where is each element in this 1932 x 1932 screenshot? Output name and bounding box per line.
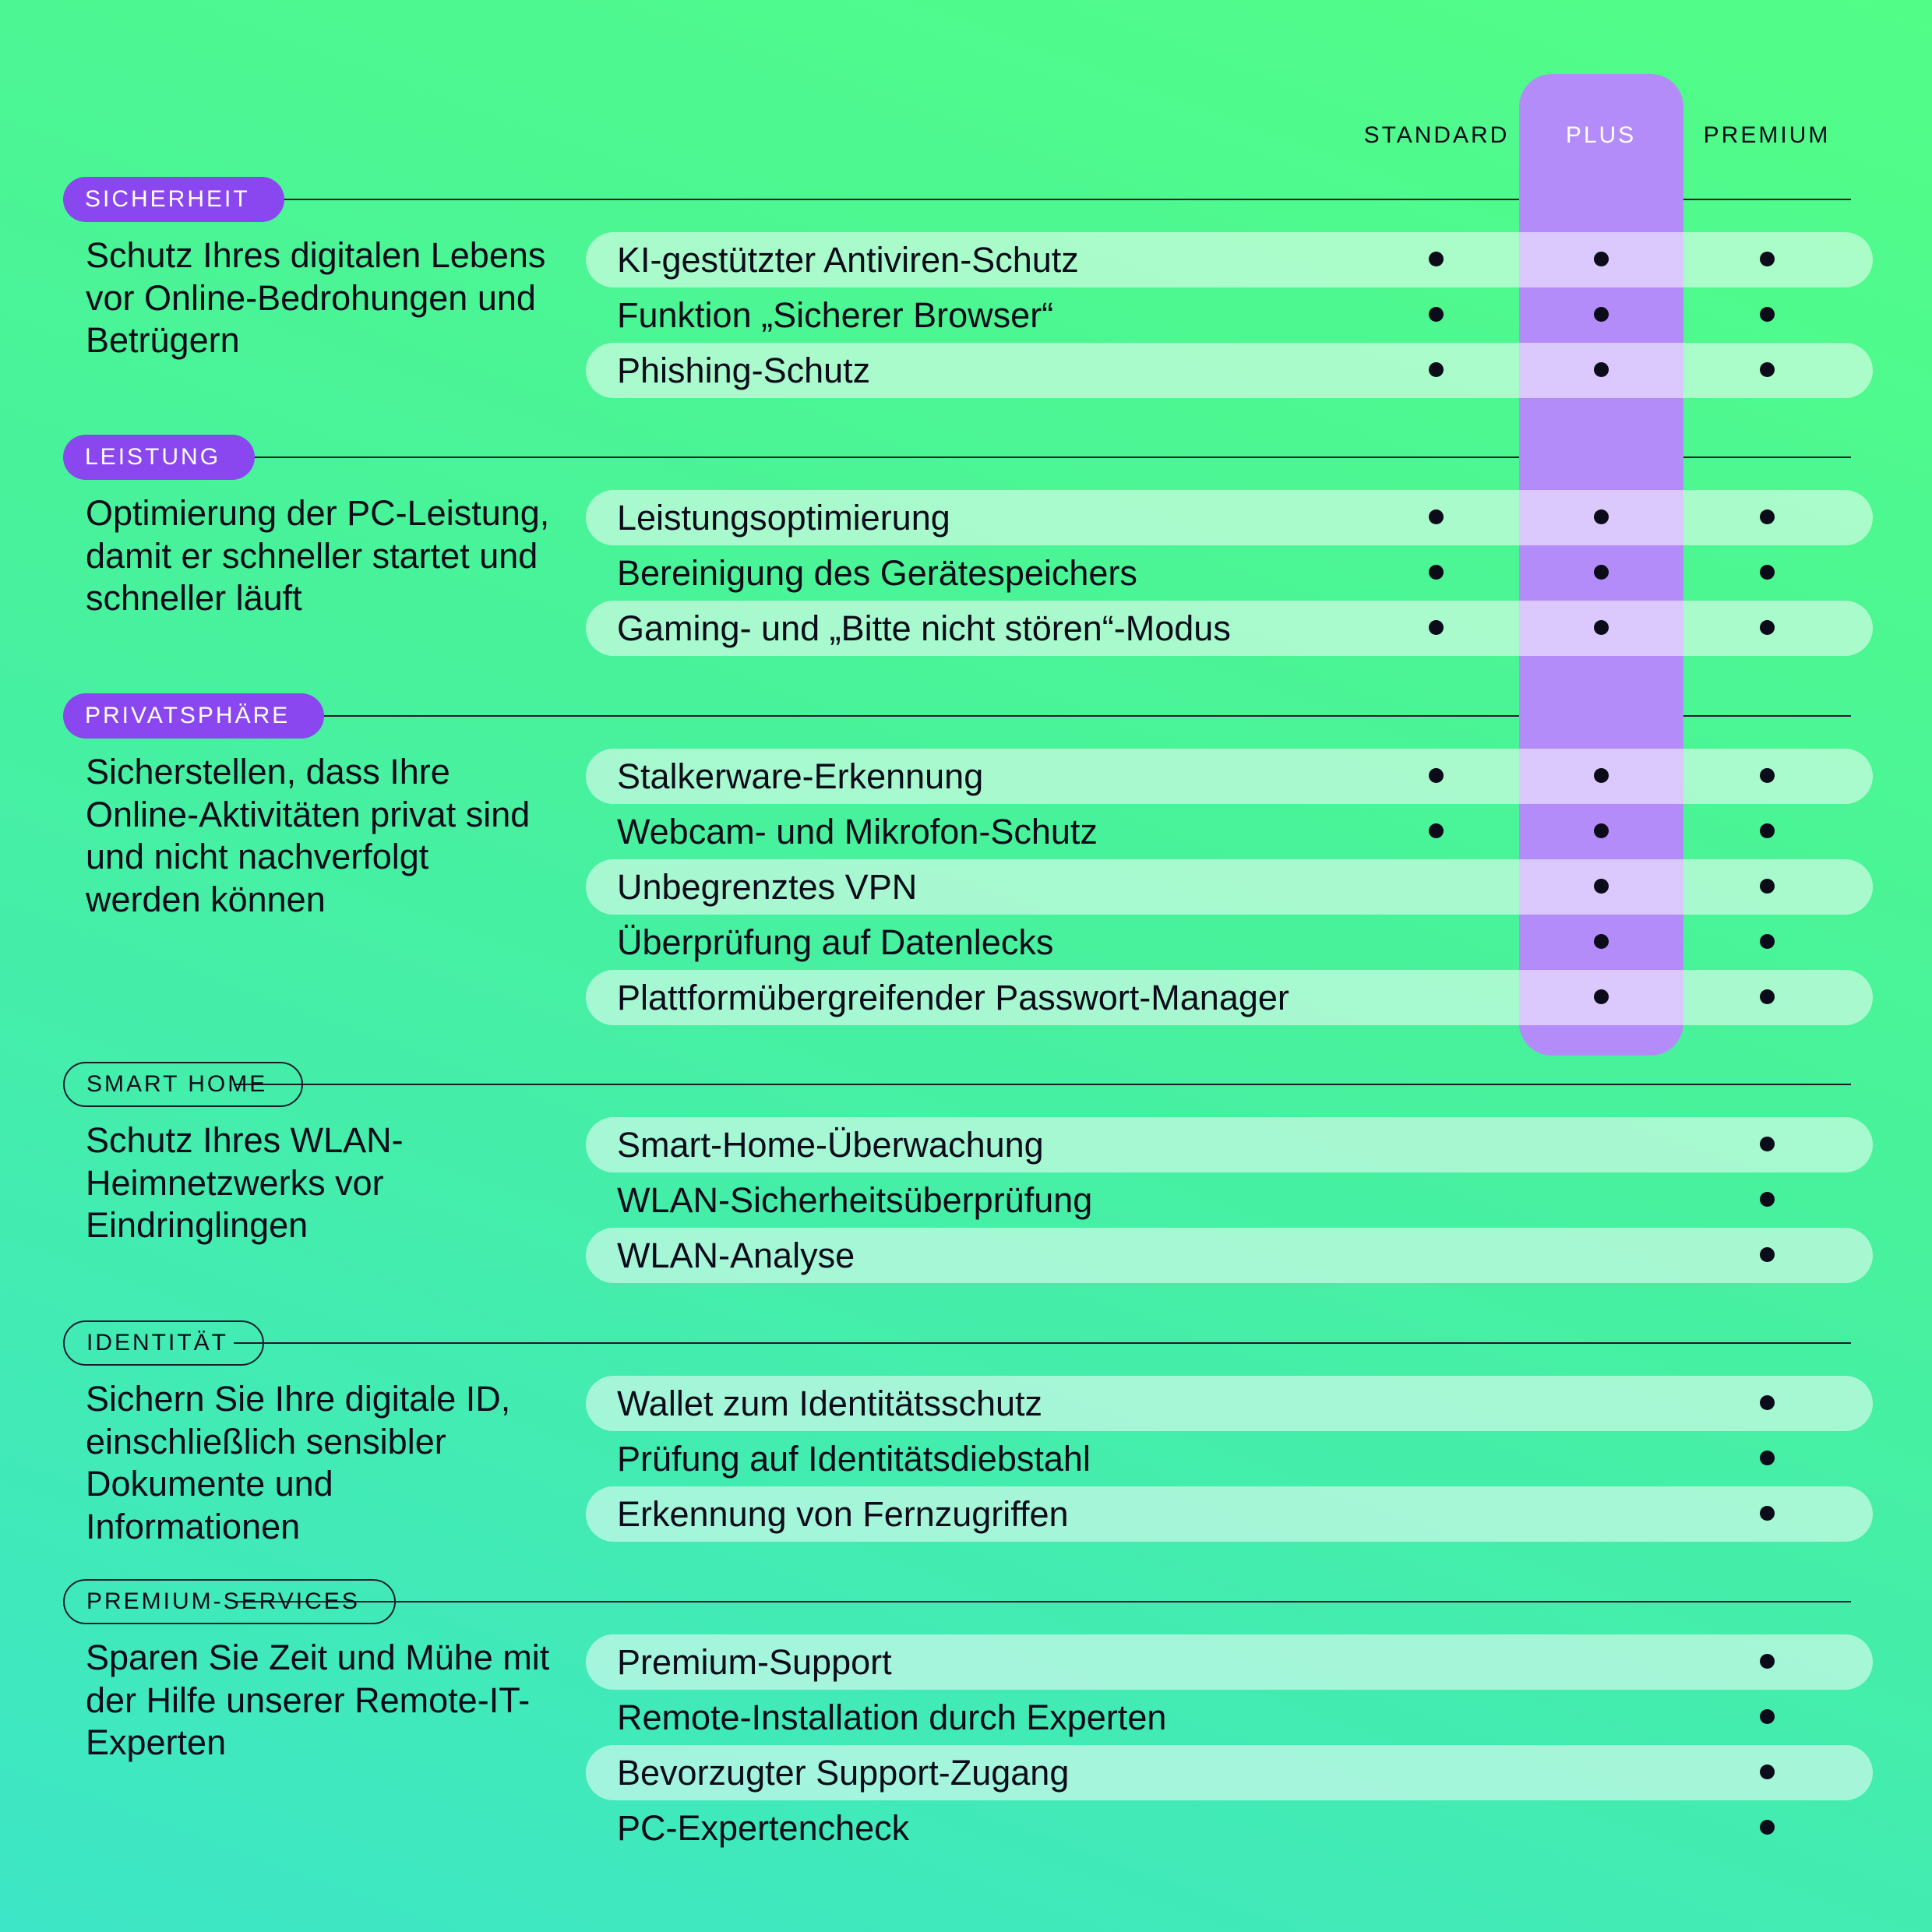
feature-label: Prüfung auf Identitätsdiebstahl bbox=[617, 1439, 1091, 1479]
check-dot-plus bbox=[1594, 879, 1609, 894]
feature-label: Überprüfung auf Datenlecks bbox=[617, 922, 1054, 962]
check-dot-premium bbox=[1760, 509, 1775, 524]
check-dot-premium bbox=[1760, 252, 1775, 266]
check-dot-plus bbox=[1594, 823, 1609, 838]
check-dot-premium bbox=[1760, 1451, 1775, 1465]
check-dot-plus bbox=[1594, 989, 1609, 1004]
feature-label: Leistungsoptimierung bbox=[617, 498, 950, 538]
feature-label: Phishing-Schutz bbox=[617, 351, 871, 390]
feature-label: Bevorzugter Support-Zugang bbox=[617, 1753, 1070, 1793]
feature-label: PC-Expertencheck bbox=[617, 1808, 910, 1848]
feature-label: Plattformübergreifender Passwort-Manager bbox=[617, 978, 1289, 1017]
check-dot-standard bbox=[1429, 565, 1444, 580]
check-dot-premium bbox=[1760, 768, 1775, 783]
check-dot-premium bbox=[1760, 879, 1775, 894]
check-dot-plus bbox=[1594, 509, 1609, 524]
check-dot-premium bbox=[1760, 620, 1775, 635]
check-dot-plus bbox=[1594, 362, 1609, 377]
check-dot-premium bbox=[1760, 1506, 1775, 1521]
check-dot-premium bbox=[1760, 565, 1775, 580]
check-dot-premium bbox=[1760, 934, 1775, 949]
feature-label: Gaming- und „Bitte nicht stören“-Modus bbox=[617, 608, 1231, 648]
section-badge: SICHERHEIT bbox=[63, 177, 284, 222]
column-header-standard: STANDARD bbox=[1363, 122, 1510, 148]
check-dot-standard bbox=[1429, 362, 1444, 377]
section-badge: SMART HOME bbox=[63, 1062, 303, 1107]
feature-label: KI-gestützter Antiviren-Schutz bbox=[617, 240, 1079, 280]
check-dot-plus bbox=[1594, 565, 1609, 580]
section-description: Sichern Sie Ihre digitale ID, einschließlich sensibler Dokumente und Informationen bbox=[86, 1379, 511, 1546]
check-dot-standard bbox=[1429, 823, 1444, 838]
check-dot-standard bbox=[1429, 252, 1444, 266]
section-badge: PREMIUM-SERVICES bbox=[63, 1579, 396, 1624]
feature-label: Webcam- und Mikrofon-Schutz bbox=[617, 812, 1098, 851]
check-dot-premium bbox=[1760, 1820, 1775, 1835]
column-header-plus: PLUS bbox=[1565, 122, 1637, 148]
section-badge: IDENTITÄT bbox=[63, 1320, 264, 1366]
check-dot-premium bbox=[1760, 989, 1775, 1004]
feature-label: WLAN-Analyse bbox=[617, 1236, 855, 1275]
feature-label: Premium-Support bbox=[617, 1642, 892, 1682]
feature-label: Funktion „Sicherer Browser“ bbox=[617, 295, 1054, 335]
section-description: Sparen Sie Zeit und Mühe mit der Hilfe unserer Remote-IT-Experten bbox=[86, 1638, 550, 1762]
check-dot-premium bbox=[1760, 1247, 1775, 1262]
feature-label: Erkennung von Fernzugriffen bbox=[617, 1494, 1069, 1534]
feature-label: WLAN-Sicherheitsüberprüfung bbox=[617, 1180, 1093, 1220]
check-dot-premium bbox=[1760, 1137, 1775, 1151]
section-divider bbox=[234, 1601, 1851, 1602]
section-badge: PRIVATSPHÄRE bbox=[63, 693, 324, 739]
section-description: Sicherstellen, dass Ihre Online-Aktivitäten privat sind und nicht nachverfolgt werden können bbox=[86, 752, 531, 919]
check-dot-premium bbox=[1760, 823, 1775, 838]
feature-label: Wallet zum Identitätsschutz bbox=[617, 1384, 1043, 1423]
check-dot-premium bbox=[1760, 1192, 1775, 1207]
check-dot-plus bbox=[1594, 252, 1609, 266]
section-divider bbox=[234, 1084, 1851, 1085]
check-dot-premium bbox=[1760, 362, 1775, 377]
check-dot-premium bbox=[1760, 1654, 1775, 1669]
check-dot-premium bbox=[1760, 1395, 1775, 1410]
check-dot-premium bbox=[1760, 1709, 1775, 1724]
check-dot-standard bbox=[1429, 620, 1444, 635]
check-dot-plus bbox=[1594, 620, 1609, 635]
section-description: Optimierung der PC-Leistung, damit er schneller startet und schneller läuft bbox=[86, 493, 550, 618]
section-description: Schutz Ihres digitalen Lebens vor Online-Bedrohungen und Betrügern bbox=[86, 235, 546, 360]
check-dot-standard bbox=[1429, 768, 1444, 783]
section-description: Schutz Ihres WLAN-Heimnetzwerks vor Eindringlingen bbox=[86, 1120, 404, 1245]
check-dot-standard bbox=[1429, 307, 1444, 322]
check-dot-premium bbox=[1760, 307, 1775, 322]
feature-label: Remote-Installation durch Experten bbox=[617, 1698, 1167, 1737]
feature-label: Smart-Home-Überwachung bbox=[617, 1125, 1044, 1165]
feature-label: Stalkerware-Erkennung bbox=[617, 756, 984, 796]
section-badge: LEISTUNG bbox=[63, 435, 255, 480]
check-dot-standard bbox=[1429, 509, 1444, 524]
feature-label: Bereinigung des Gerätespeichers bbox=[617, 553, 1137, 593]
feature-label: Unbegrenztes VPN bbox=[617, 867, 918, 907]
check-dot-plus bbox=[1594, 768, 1609, 783]
check-dot-premium bbox=[1760, 1765, 1775, 1779]
section-divider bbox=[234, 1342, 1851, 1344]
check-dot-plus bbox=[1594, 934, 1609, 949]
check-dot-plus bbox=[1594, 307, 1609, 322]
column-header-premium: PREMIUM bbox=[1703, 122, 1831, 148]
